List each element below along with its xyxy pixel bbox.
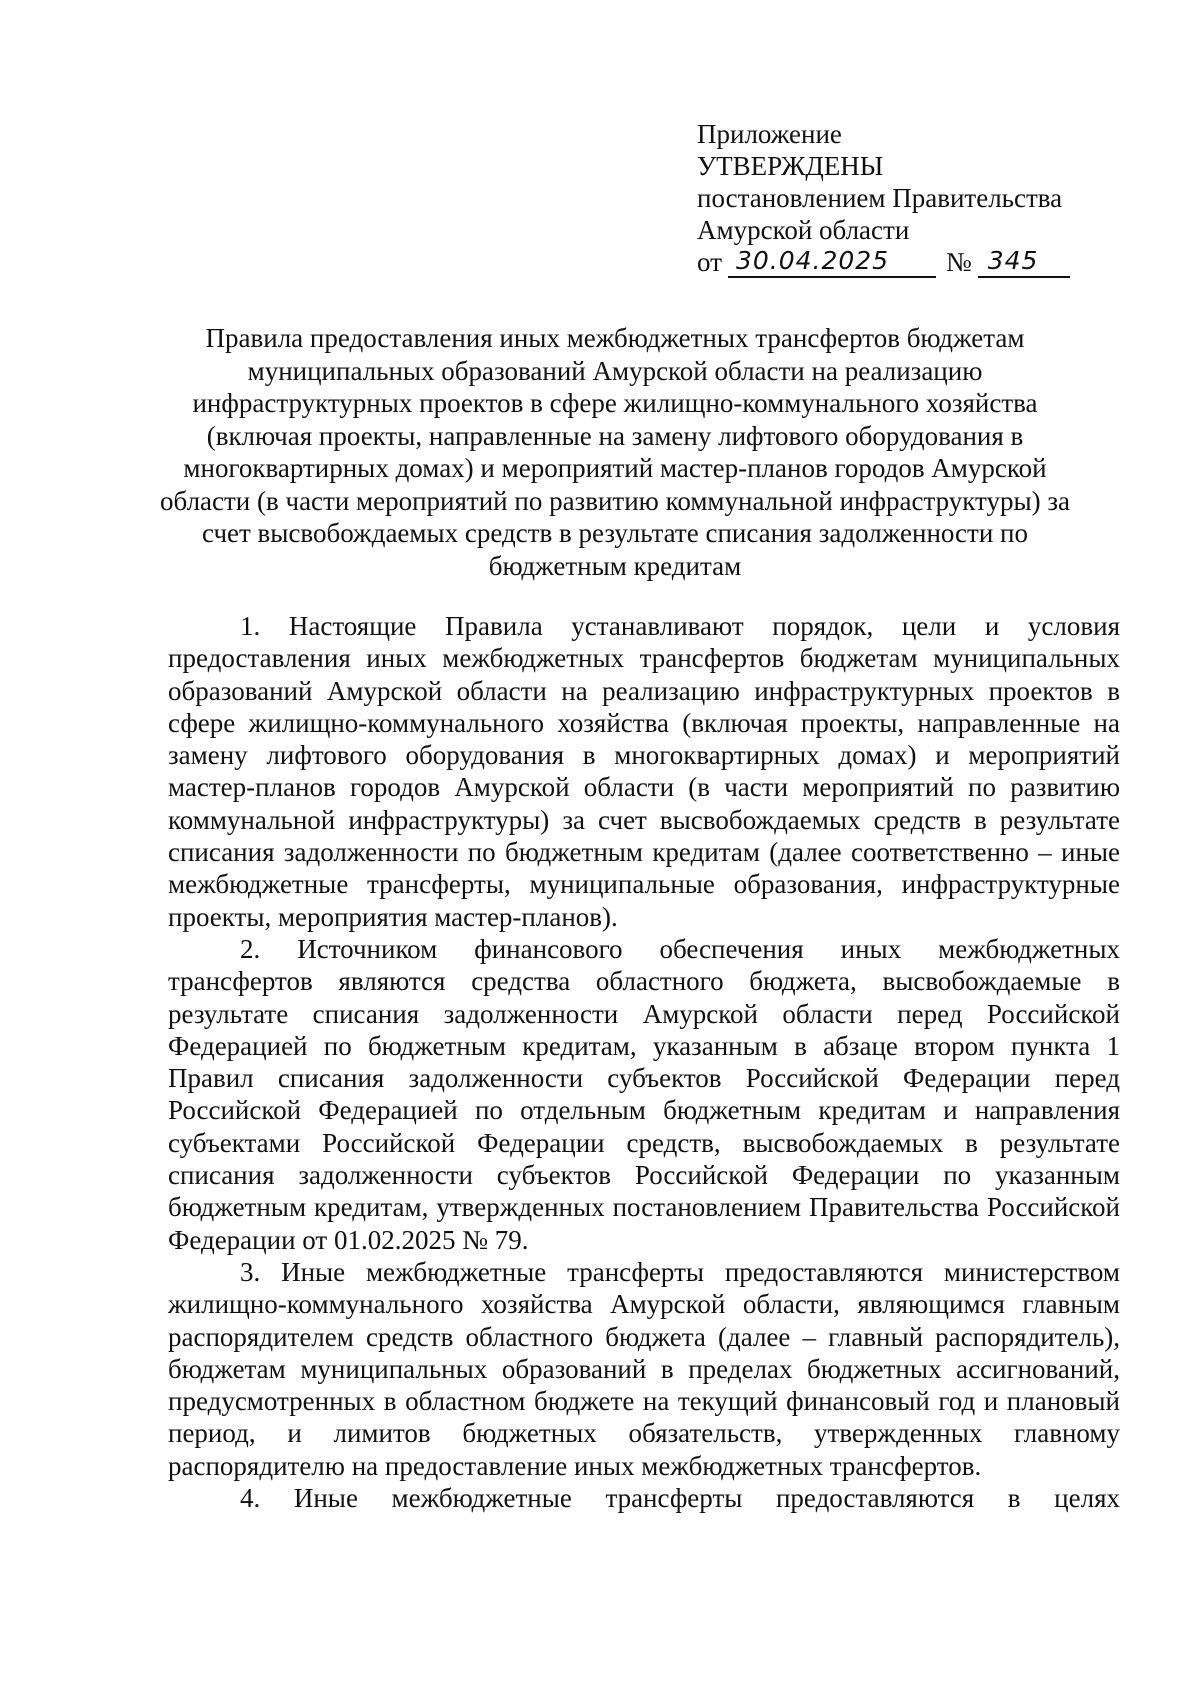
approval-region-label: Амурской области [697, 215, 910, 245]
handwritten-number: 345 [978, 246, 1070, 278]
paragraph-1: 1. Настоящие Правила устанавливают порядок, цели и условия предоставления иных межбюджетных трансфертов бюджетам муниципальных образований Амурской области на реализацию инфраструктурных проектов в сфере жилищно-коммунального хозяйства (включая проекты, направленные на замену лифтового оборудования в многоквартирных домах) и мероприятий мастер-планов городов Амурской области (в части мероприятий по развитию коммунальной инфраструктуры) за счет высвобождаемых средств в результате списания задолженности по бюджетным кредитам (далее соответственно – иные межбюджетные трансферты, муниципальные образования, инфраструктурные проекты, мероприятия мастер-планов). [168, 611, 1120, 932]
date-prefix: от [697, 247, 722, 277]
paragraph-3: 3. Иные межбюджетные трансферты предоставляются министерством жилищно-коммунального хозяйства Амурской области, являющимся главным распорядителем средств областного бюджета (далее – главный распорядитель), бюджетам муниципальных образований в пределах бюджетных ассигнований, предусмотренных в областном бюджете на текущий финансовый год и плановый период, и лимитов бюджетных обязательств, утвержденных главному распорядителю на предоставление иных межбюджетных трансфертов. [168, 1256, 1120, 1481]
approval-appendix-label: Приложение [697, 119, 842, 149]
approval-date-number-line [697, 246, 1117, 278]
approval-resolution-label: постановлением Правительства [697, 183, 1063, 213]
approval-approved-label: УТВЕРЖДЕНЫ [697, 151, 884, 181]
paragraph-2: 2. Источником финансового обеспечения иных межбюджетных трансфертов являются средства областного бюджета, высвобождаемые в результате списания задолженности Амурской области перед Российской Федерацией по бюджетным кредитам, указанным в абзаце втором пункта 1 Правил списания задолженности субъектов Российской Федерации перед Российской Федерацией по отдельным бюджетным кредитам и направления субъектами Российской Федерации средств, высвобождаемых в результате списания задолженности субъектов Российской Федерации по указанным бюджетным кредитам, утвержденных постановлением Правительства Российской Федерации от 01.02.2025 № 79. [168, 933, 1120, 1255]
handwritten-date: 30.04.2025 [728, 246, 936, 278]
approval-stamp [697, 118, 1117, 278]
number-prefix: № [945, 247, 972, 277]
document-title: Правила предоставления иных межбюджетных трансфертов бюджетам муниципальных образований Амурской области на реализацию инфраструктурных проектов в сфере жилищно-коммунального хозяйства (включая проекты, направленные на замену лифтового оборудования в многоквартирных домах) и мероприятий мастер-планов городов Амурской области (в части мероприятий по развитию коммунальной инфраструктуры) за счет высвобождаемых средств в результате списания задолженности по бюджетным кредитам [160, 323, 1070, 581]
document-body [168, 610, 1120, 1514]
paragraph-4: 4. Иные межбюджетные трансферты предоставляются в целях [240, 1483, 1120, 1514]
